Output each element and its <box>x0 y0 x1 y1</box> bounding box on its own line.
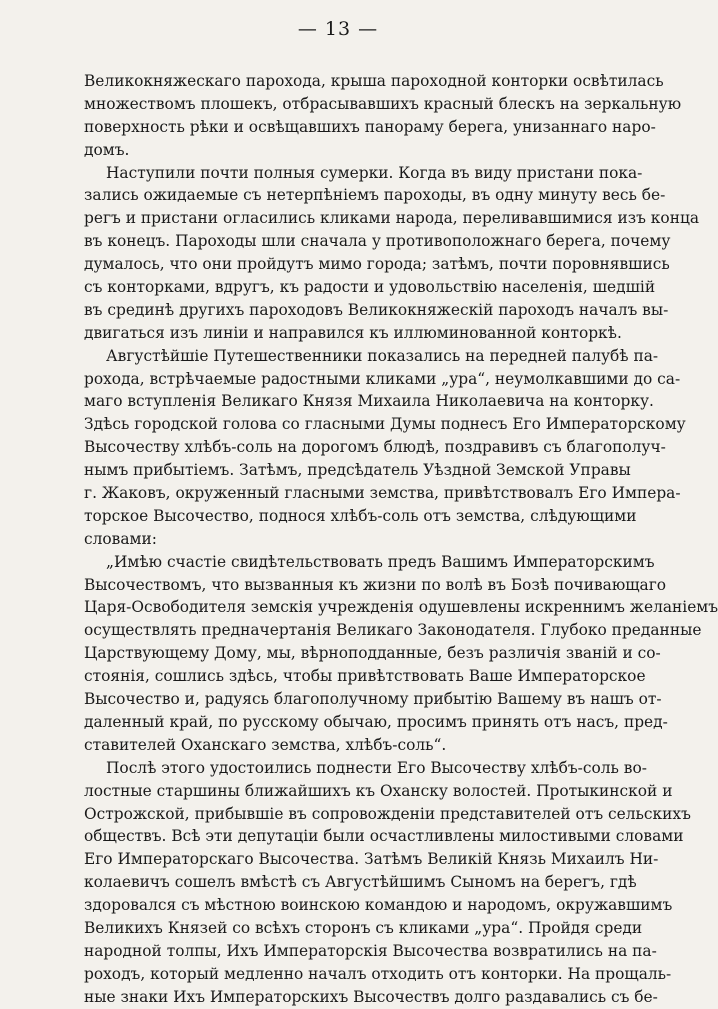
text-line: домъ. <box>84 140 130 159</box>
text-line: нымъ прибытіемъ. Затѣмъ, предсѣдатель Уѣздной Земской Управы <box>84 461 631 480</box>
text-line: здоровался съ мѣстною воинскою командою и народомъ, окружавшимъ <box>84 896 673 915</box>
text-line: Послѣ этого удостоились поднести Его Высочеству хлѣбъ-соль во- <box>106 758 647 777</box>
text-line: лостные старшины ближайшихъ къ Оханску волостей. Протыкинской и <box>84 781 673 800</box>
text-line: осуществлять предначертанія Великаго Законодателя. Глубоко преданные <box>84 621 702 640</box>
text-line: думалось, что они пройдутъ мимо города; затѣмъ, почти поровнявшись <box>84 255 670 274</box>
text-line: стоянія, сошлись здѣсь, чтобы привѣтствовать Ваше Императорское <box>84 667 646 686</box>
text-line: ные знаки Ихъ Императорскихъ Высочествъ долго раздавались съ бе- <box>84 987 658 1006</box>
text-line: множествомъ плошекъ, отбрасывавшихъ красный блескъ на зеркальную <box>84 94 682 113</box>
text-line: съ конторками, вдругъ, къ радости и удовольствію населенія, шедшій <box>84 278 656 297</box>
text-line: колаевичъ сошелъ вмѣстѣ съ Августѣйшимъ Сыномъ на берегъ, гдѣ <box>84 873 637 892</box>
text-line: торское Высочество, поднося хлѣбъ-соль отъ земства, слѣдующими <box>84 506 637 525</box>
text-line: регъ и пристани огласились кликами народа, переливавшимися изъ конца <box>84 209 700 228</box>
text-line: рохода, встрѣчаемые радостными кликами „ура“, неумолкавшими до са- <box>84 369 681 388</box>
text-line: даленный край, по русскому обычаю, просимъ принять отъ насъ, пред- <box>84 712 668 731</box>
text-line: поверхность рѣки и освѣщавшихъ панораму берега, унизаннаго наро- <box>84 117 656 136</box>
paragraph <box>84 162 700 345</box>
text-line: двигаться изъ линіи и направился къ иллюминованной конторкѣ. <box>84 323 622 342</box>
text-line: „Имѣю счастіе свидѣтельствовать предъ Вашимъ Императорскимъ <box>106 552 655 571</box>
body-text <box>84 70 718 1009</box>
page-number: — 13 — <box>297 18 379 40</box>
text-line: словами: <box>84 529 157 548</box>
text-line: народной толпы, Ихъ Императорскія Высочества возвратились на па- <box>84 941 657 960</box>
text-line: Высочествомъ, что вызванныя къ жизни по волѣ въ Бозѣ почивающаго <box>84 575 667 594</box>
text-line: Его Императорскаго Высочества. Затѣмъ Великій Князь Михаилъ Ни- <box>84 850 659 869</box>
text-line: зались ожидаемые съ нетерпѣніемъ пароходы, въ одну минуту весь бе- <box>84 186 666 205</box>
paragraph <box>84 551 718 757</box>
paragraph <box>84 345 686 551</box>
text-line: Великихъ Князей со всѣхъ сторонъ съ кликами „ура“. Пройдя среди <box>84 918 643 937</box>
text-line: Острожской, прибывшіе въ сопровожденіи представителей отъ сельскихъ <box>84 804 691 823</box>
paragraph <box>84 70 682 162</box>
text-line: Августѣйшіе Путешественники показались на передней палубѣ па- <box>106 346 659 365</box>
text-line: г. Жаковъ, окруженный гласными земства, привѣтствовалъ Его Импера- <box>84 484 681 503</box>
text-line: въ срединѣ другихъ пароходовъ Великокняжескій пароходъ началъ вы- <box>84 300 669 319</box>
text-line: Царствующему Дому, мы, вѣрноподданные, безъ различія званій и со- <box>84 644 661 663</box>
text-line: ставителей Оханскаго земства, хлѣбъ-соль“. <box>84 735 447 754</box>
text-line: маго вступленія Великаго Князя Михаила Николаевича на конторку. <box>84 392 654 411</box>
text-line: Здѣсь городской голова со гласными Думы поднесъ Его Императорскому <box>84 415 686 434</box>
text-line: обществъ. Всѣ эти депутаціи были осчастливлены милостивыми словами <box>84 827 684 846</box>
text-line: Великокняжескаго парохода, крыша пароходной конторки освѣтилась <box>84 72 664 90</box>
text-line: Наступили почти полныя сумерки. Когда въ виду пристани пока- <box>106 163 643 182</box>
text-line: Царя-Освободителя земскія учрежденія одушевлены искреннимъ желаніемъ <box>84 598 718 617</box>
text-line: Высочество и, радуясь благополучному прибытію Вашему въ нашъ от- <box>84 690 662 709</box>
text-line: въ конецъ. Пароходы шли сначала у противоположнаго берега, почему <box>84 232 671 251</box>
text-line: Высочеству хлѣбъ-соль на дорогомъ блюдѣ, поздравивъ съ благополуч- <box>84 438 666 457</box>
paragraph <box>84 757 691 1009</box>
text-line: роходъ, который медленно началъ отходить отъ конторки. На прощаль- <box>84 964 672 983</box>
